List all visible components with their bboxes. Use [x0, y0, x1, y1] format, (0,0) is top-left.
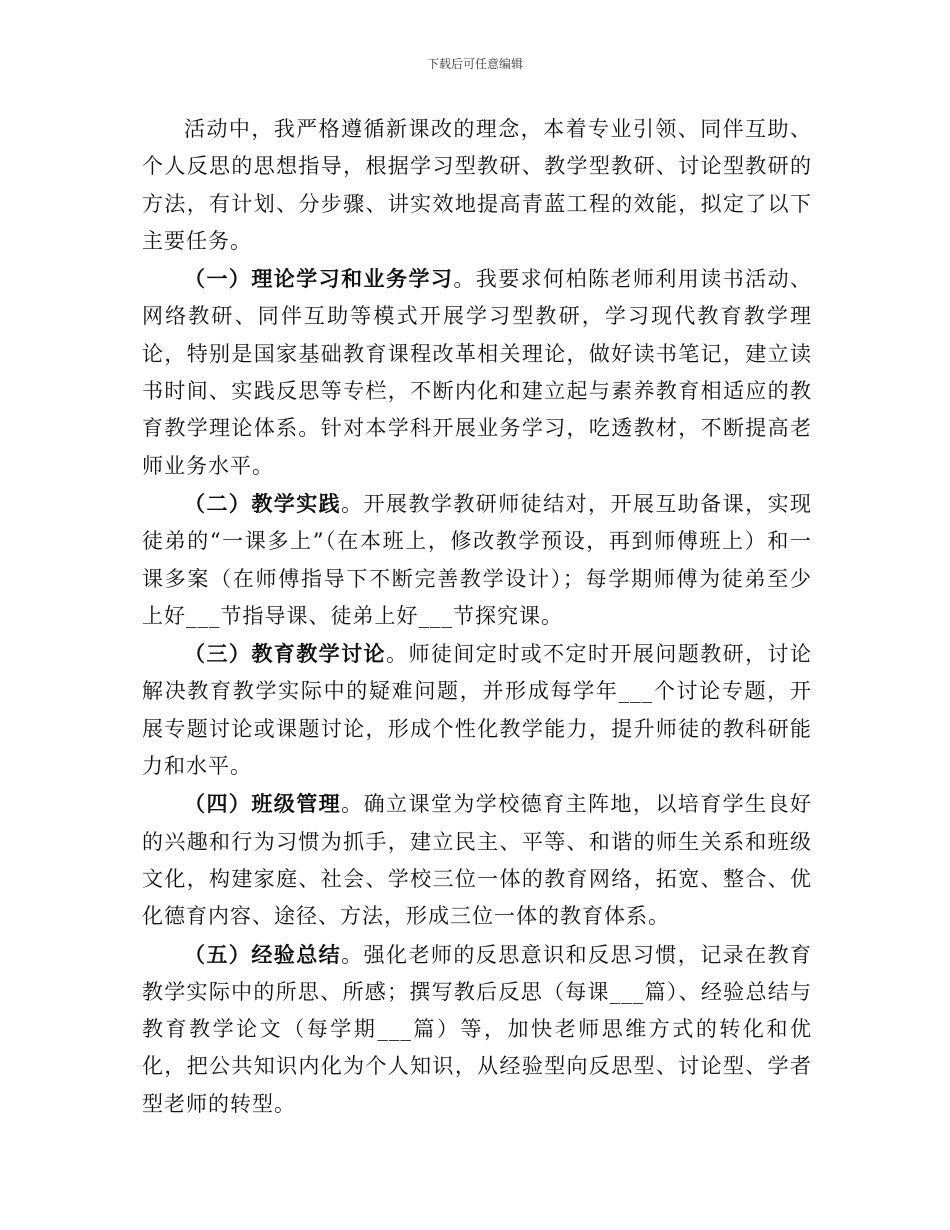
paragraph-intro: [142, 110, 812, 260]
paragraph-theory-study-text: 。我要求何柏陈老师利用读书活动、网络教研、同伴互助等模式开展学习型教研，学习现代教育教学理论，特别是国家基础教育课程改革相关理论，做好读书笔记，建立读书时间、实践反思等专栏，不断内化和建立起与素养教育相适应的教育教学理论体系。针对本学科开展业务学习，吃透教材，不断提高老师业务水平。: [142, 267, 813, 478]
section-heading-theory-study: （一）理论学习和业务学习: [184, 266, 454, 292]
paragraph-teaching-practice: [142, 485, 812, 635]
paragraph-class-management-text: 。确立课堂为学校德育主阵地，以培育学生良好的兴趣和行为习惯为抓手，建立民主、平等、和谐的师生关系和班级文化，构建家庭、社会、学校三位一体的教育网络，拓宽、整合、优化德育内容、途径、方法，形成三位一体的教育体系。: [142, 792, 813, 929]
paragraph-theory-study: [142, 260, 812, 485]
page-header: 下载后可任意编辑: [426, 57, 523, 71]
paragraph-experience-summary: [142, 936, 812, 1123]
paragraph-class-management: [142, 785, 812, 935]
paragraph-experience-summary-text: 。强化老师的反思意识和反思习惯，记录在教育教学实际中的所思、所感；撰写教后反思（每课___篇）、经验总结与教育教学论文（每学期___篇）等，加快老师思维方式的转化和优化，把公共知识内化为个人知识，从经验型向反思型、讨论型、学者型老师的转型。: [142, 942, 813, 1116]
paragraph-teaching-discussion: [142, 635, 812, 785]
section-heading-teaching-discussion: （三）教育教学讨论: [184, 641, 386, 667]
paragraph-teaching-practice-text: 。开展教学教研师徒结对，开展互助备课，实现徒弟的“一课多上”（在本班上，修改教学预设，再到师傅班上）和一课多案（在师傅指导下不断完善教学设计）；每学期师傅为徒弟至少上好___节指导课、徒弟上好___节探究课。: [142, 491, 813, 628]
section-heading-teaching-practice: （二）教学实践: [184, 490, 342, 516]
document-body: [142, 110, 812, 1123]
paragraph-intro-text: 活动中，我严格遵循新课改的理念，本着专业引领、同伴互助、个人反思的思想指导，根据学习型教研、教学型教研、讨论型教研的方法，有计划、分步骤、讲实效地提高青蓝工程的效能，拟定了以下主要任务。: [142, 117, 812, 253]
paragraph-teaching-discussion-text: 。师徒间定时或不定时开展问题教研，讨论解决教育教学实际中的疑难问题，并形成每学年___个讨论专题，开展专题讨论或课题讨论，形成个性化教学能力，提升师徒的教科研能力和水平。: [142, 642, 812, 779]
section-heading-class-management: （四）班级管理: [184, 791, 342, 817]
section-heading-experience-summary: （五）经验总结: [184, 941, 342, 967]
